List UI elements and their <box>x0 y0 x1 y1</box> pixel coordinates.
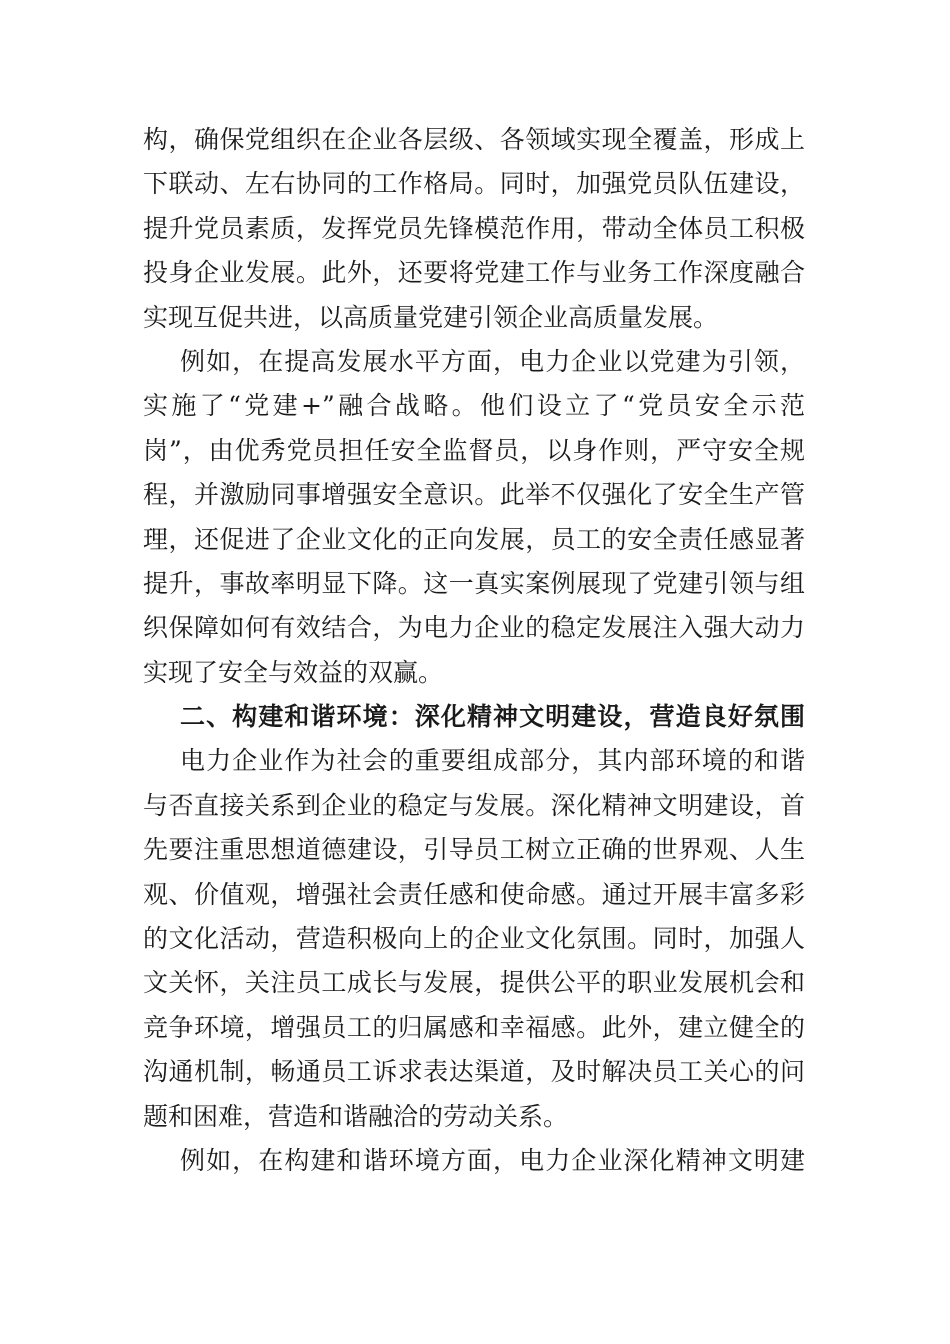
text-line: 投身企业发展。此外，还要将党建工作与业务工作深度融合 <box>143 258 805 288</box>
text-line: 岗”，由优秀党员担任安全监督员，以身作则，严守安全规 <box>143 435 805 465</box>
text-line: 竞争环境，增强员工的归属感和幸福感。此外，建立健全的 <box>143 1012 805 1042</box>
text-line: 下联动、左右协同的工作格局。同时，加强党员队伍建设， <box>143 169 805 199</box>
text-line: 先要注重思想道德建设，引导员工树立正确的世界观、人生 <box>143 835 805 865</box>
paragraph <box>143 340 805 695</box>
text-line: 文关怀，关注员工成长与发展，提供公平的职业发展机会和 <box>143 968 805 998</box>
text-line: 理，还促进了企业文化的正向发展，员工的安全责任感显著 <box>143 524 805 554</box>
text-line: 电力企业作为社会的重要组成部分，其内部环境的和谐 <box>180 746 805 776</box>
text-line: 的文化活动，营造积极向上的企业文化氛围。同时，加强人 <box>143 924 805 954</box>
text-line: 提升，事故率明显下降。这一真实案例展现了党建引领与组 <box>143 568 805 598</box>
text-line: 实现了安全与效益的双赢。 <box>143 657 444 687</box>
text-line: 构，确保党组织在企业各层级、各领域实现全覆盖，形成上 <box>143 125 805 154</box>
text-line: 题和困难，营造和谐融洽的劳动关系。 <box>143 1101 569 1131</box>
text-line: 与否直接关系到企业的稳定与发展。深化精神文明建设，首 <box>143 790 805 820</box>
text-line: 实施了“党建+”融合战略。他们设立了“党员安全示范 <box>143 391 805 421</box>
document-page <box>143 118 805 1183</box>
section-heading <box>143 695 805 739</box>
text-line: 例如，在提高发展水平方面，电力企业以党建为引领， <box>180 346 805 376</box>
paragraph <box>143 739 805 1139</box>
text-line: 织保障如何有效结合，为电力企业的稳定发展注入强大动力 <box>143 613 805 643</box>
text-line: 沟通机制，畅通员工诉求表达渠道，及时解决员工关心的问 <box>143 1057 805 1087</box>
text-line: 实现互促共进，以高质量党建引领企业高质量发展。 <box>143 302 719 332</box>
text-line: 提升党员素质，发挥党员先锋模范作用，带动全体员工积极 <box>143 213 805 243</box>
text-line: 例如，在构建和谐环境方面，电力企业深化精神文明建 <box>180 1145 805 1175</box>
heading-text: 二、构建和谐环境：深化精神文明建设，营造良好氛围 <box>180 702 805 732</box>
paragraph <box>143 118 805 340</box>
text-line: 观、价值观，增强社会责任感和使命感。通过开展丰富多彩 <box>143 879 805 909</box>
paragraph <box>143 1139 805 1183</box>
text-line: 程，并激励同事增强安全意识。此举不仅强化了安全生产管 <box>143 480 805 510</box>
